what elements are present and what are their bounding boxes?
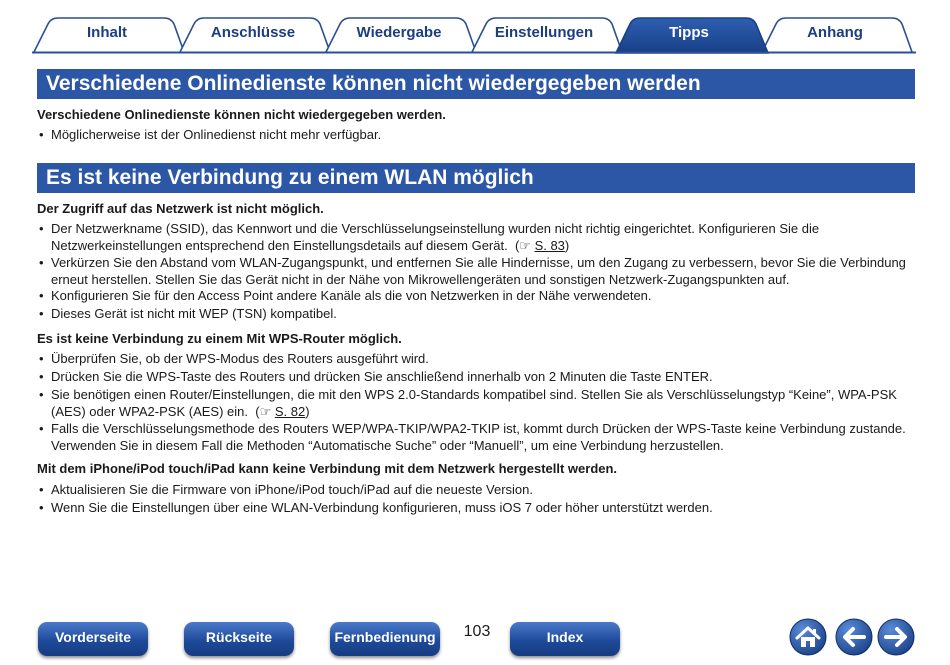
page-reference-link[interactable]: S. 82 [274,403,306,419]
tab-inhalt[interactable]: Inhalt [87,24,127,41]
pointing-hand-icon: ☞ [259,403,272,419]
tab-bar [0,0,950,56]
list-item-text: Verkürzen Sie den Abstand vom WLAN-Zugangspunkt, und entfernen Sie alle Hindernisse, um den Zugang zu verbessern, bevor Sie die Verbindung erneut herstellen. Stellen Sie das Gerät nicht in der Nähe von Mikrowellengeräten und sonstigen Netzwerk-Zugangspunkten auf. [51,255,906,287]
section-title-online-services: Verschiedene Onlinedienste können nicht wiedergegeben werden [37,69,915,99]
list-item-text: Konfigurieren Sie für den Access Point andere Kanäle als die von Netzwerken in der Nähe verwendeten. [51,288,652,303]
list-item [37,288,915,305]
page-reference-link[interactable]: S. 83 [534,237,565,253]
list-item: • Der Netzwerkname (SSID), das Kennwort und die Verschlüsselungseinstellung wurden nicht richtig eingerichtet. Konfigurieren Sie die Netzwerkeinstellungen entsprechend den Einstellungsdetails auf diesem Gerät. (☞ S. 83) [37,221,915,254]
list-item [37,500,915,517]
list-item-text: Möglicherweise ist der Onlinedienst nicht mehr verfügbar. [51,127,382,142]
list-item [37,306,915,323]
page-number: 103 [463,623,491,640]
problem-heading-wps-router: Es ist keine Verbindung zu einem Mit WPS-Router möglich. [37,331,402,346]
list-item-text: Dieses Gerät ist nicht mit WEP (TSN) kompatibel. [51,306,337,321]
tab-wiedergabe[interactable]: Wiedergabe [356,24,442,41]
pointing-hand-icon: ☞ [519,237,531,253]
tab-tipps[interactable]: Tipps [669,24,709,41]
list-item [37,127,915,144]
list-item: • Sie benötigen einen Router/Einstellungen, die mit den WPS 2.0-Standards kompatibel sind. Stellen Sie als Verschlüsselungstyp “Keine”, WPA-PSK (AES) oder WPA2-PSK (AES) ein. (☞ S. 82) [37,387,915,420]
forward-arrow-icon [877,618,915,656]
index-button[interactable]: Index [510,622,620,656]
section-title-wlan: Es ist keine Verbindung zu einem WLAN möglich [37,163,915,193]
list-item [37,421,915,454]
problem-heading-online-services: Verschiedene Onlinedienste können nicht wiedergegeben werden. [37,107,446,122]
list-item-text: Sie benötigen einen Router/Einstellungen, die mit den WPS 2.0-Standards kompatibel sind. Stellen Sie als Verschlüsselungstyp “Keine”, WPA-PSK (AES) oder WPA2-PSK (AES) ein. [51,387,897,419]
list-item [37,482,915,499]
next-page-button[interactable] [877,618,915,656]
list-item-text: Der Netzwerkname (SSID), das Kennwort und die Verschlüsselungseinstellung wurden nicht richtig eingerichtet. Konfigurieren Sie die Netzwerkeinstellungen entsprechend den Einstellungsdetails auf diesem Gerät. [51,221,820,253]
tab-anhang[interactable]: Anhang [807,24,863,41]
rear-panel-button[interactable]: Rückseite [184,622,294,656]
remote-control-button[interactable]: Fernbedienung [330,622,440,656]
home-button[interactable] [789,618,827,656]
list-item [37,369,915,386]
list-item-text: Falls die Verschlüsselungsmethode des Routers WEP/WPA-TKIP/WPA2-TKIP ist, kommt durch Drücken der WPS-Taste keine Verbindung zustande. Verwenden Sie in diesem Fall die Methoden “Automatische Suche” oder “Manuell”, um eine Verbindung herzustellen. [51,421,906,453]
problem-heading-network-access: Der Zugriff auf das Netzwerk ist nicht möglich. [37,201,324,216]
tab-anschluesse[interactable]: Anschlüsse [210,24,296,41]
problem-heading-ios-devices: Mit dem iPhone/iPod touch/iPad kann keine Verbindung mit dem Netzwerk hergestellt werden. [37,461,618,476]
previous-page-button[interactable] [835,618,873,656]
tab-einstellungen[interactable]: Einstellungen [494,24,594,41]
list-item-text: Drücken Sie die WPS-Taste des Routers und drücken Sie anschließend innerhalb von 2 Minuten die Taste ENTER. [51,369,713,384]
list-item [37,351,915,368]
list-item-text: Aktualisieren Sie die Firmware von iPhone/iPod touch/iPad auf die neueste Version. [51,482,534,497]
list-item [37,255,915,288]
list-item-text: Überprüfen Sie, ob der WPS-Modus des Routers ausgeführt wird. [51,351,429,366]
home-icon [789,618,827,656]
front-panel-button[interactable]: Vorderseite [38,622,148,656]
back-arrow-icon [835,618,873,656]
list-item-text: Wenn Sie die Einstellungen über eine WLAN-Verbindung konfigurieren, muss iOS 7 oder höher unterstützt werden. [51,500,713,515]
